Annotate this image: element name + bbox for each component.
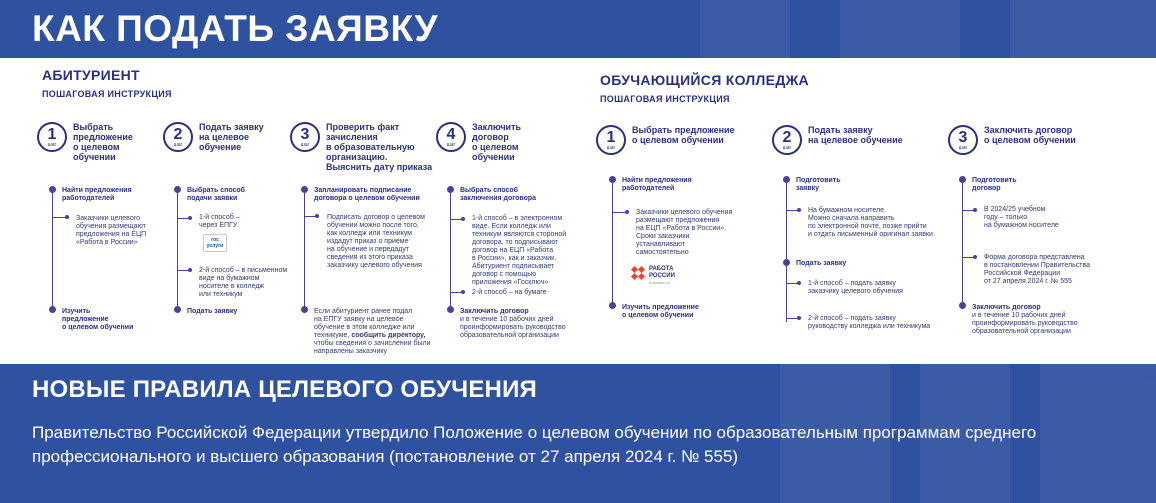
submission-way-1: 1-й способ – через ЕПГУ bbox=[199, 214, 240, 229]
student-step-3-text: Заключить договор о целевом обучении bbox=[984, 125, 1076, 145]
find-offers: Найти предложения работодателей bbox=[62, 187, 132, 202]
branch-dot bbox=[188, 216, 192, 220]
timeline-line bbox=[962, 180, 963, 306]
step-number-badge: 1 шаг bbox=[596, 125, 626, 155]
gosuslugi-logo: гос услуги bbox=[203, 234, 227, 252]
plan-signing: Запланировать подписание договора о целевом обучении bbox=[314, 187, 420, 202]
branch-dot bbox=[973, 208, 977, 212]
student-find-offers: Найти предложения работодателей bbox=[622, 177, 692, 192]
applicant-step-3-text: Проверить факт зачисления в образовательную организацию. Выяснить дату приказа bbox=[326, 122, 433, 172]
contract-paper-note: В 2024/25 учебном году – только на бумажном носителе bbox=[984, 206, 1059, 229]
instruction-panel: АБИТУРИЕНТ ПОШАГОВАЯ ИНСТРУКЦИЯ 1 шаг Выбрать предложение о целевом обучении 2 шаг Подать заявку на целевое обучение 3 шаг Проверить факт зачисления в образовательную организацию. Выяснить дату приказа 4 шаг Заключить договор о целевом обучении Найти предложения работодателей Заказчики целевого обучения размещают предложения на ЕЦП «Работа в России» Изучить предложение о целевом обучении Выбрать способ подачи заявки 1-й способ – через ЕПГУ гос услуги 2-й способ – в письменном виде на бумажном носителе в колледж или техникум Подать заявку Запланировать подписание договора о целевом обучении Подписать договор о целевом обучении можно после того, как колледж или техникум издадут приказ о приеме на обучение и передадут сведения из этого приказа заказчику целевого обучения Если абитуриент ранее подал на ЕПГУ заявку на целевое обучение в этом колледже или техникуме, сообщить директору, чтобы сведения о зачислении были направлены заказчику Выбрать способ заключения договора 1-й способ – в электронном виде. Если колледж или техникум являются стороной договора, то подписывают договор на ЕЦП «Работа в России», как и заказчик. Абитуриент подписывает договор с помощью приложения «Госключ» 2-й способ – на бумаге Заключить договор и в течение 10 рабочих дней проинформировать руководство образовательной организации ОБУЧАЮЩИЙСЯ КОЛЛЕДЖА ПОШАГОВАЯ ИНСТРУКЦИЯ 1 шаг Выбрать предложение о целевом обучении 2 шаг Подать заявку на целевое обучение 3 шаг Заключить договор о целевом обучении Найти предложения работодателей Заказчики целевого обучения размещают предложения на ЕЦП «Работа в России». Сроки заказчики устанавливают самостоятельно РАБОТА РОССИИ trudvsem.ru Изучить предложение о целевом обучении Подготовить заявку На бумажном носителе. Можно сначала направить по электронной почте, позже прийти и отдать письменный оригинал заявки Подать заявку 1-й способ – подать заявку заказчику целевого обучения 2-й способ – подать заявку руководству колледжа или техникума Подготовить договор В 2024/25 учебном году – только на бумажном носителе Форма договора представлена в постановлении Правительства Российской Федерации от 27 апреля 2024 г. № 555 Заключить договор и в течение 10 рабочих дней проинформировать руководство образовательной организации bbox=[0, 58, 1156, 364]
contract-way-2: 2-й способ – на бумаге bbox=[472, 289, 547, 296]
branch-dot bbox=[461, 217, 465, 221]
branch-dot bbox=[797, 316, 801, 320]
paper-application-note: На бумажном носителе. Можно сначала направить по электронной почте, позже прийти и отдать письменный оригинал заявки bbox=[808, 207, 933, 238]
timeline-dot bbox=[49, 306, 56, 313]
step-number-badge: 3 шаг bbox=[948, 125, 978, 155]
student-step-2 bbox=[772, 125, 903, 155]
student-way-2: 2-й способ – подать заявку руководству колледжа или техникума bbox=[808, 315, 931, 330]
branch-line bbox=[612, 212, 626, 213]
director-note: Если абитуриент ранее подал на ЕПГУ заявку на целевое обучение в этом колледже или техникуме, сообщить директору, чтобы сведения о зачислении были направлены заказчику bbox=[314, 308, 431, 355]
step-number-badge: 2 шаг bbox=[772, 125, 802, 155]
branch-dot bbox=[315, 214, 319, 218]
student-step-1-text: Выбрать предложение о целевом обучении bbox=[632, 125, 735, 145]
choose-contract-way: Выбрать способ заключения договора bbox=[460, 187, 537, 202]
timeline-dot bbox=[959, 302, 966, 309]
applicant-step-4 bbox=[436, 122, 521, 162]
choose-submission: Выбрать способ подачи заявки bbox=[187, 187, 245, 202]
student-submit-application: Подать заявку bbox=[796, 260, 847, 267]
rules-description: Правительство Российской Федерации утвердило Положение о целевом обучении по образовательным программам среднего профессионального и высшего образования (постановление от 27 апреля 2024 г. № 555) bbox=[32, 423, 1037, 466]
sign-contract: Заключить договор и в течение 10 рабочих дней проинформировать руководство образовательной организации bbox=[460, 308, 566, 339]
applicant-header bbox=[42, 67, 172, 99]
student-header bbox=[600, 72, 809, 104]
applicant-step-3 bbox=[290, 122, 432, 172]
prepare-contract: Подготовить договор bbox=[972, 177, 1017, 192]
timeline-dot bbox=[959, 176, 966, 183]
rules-title: НОВЫЕ ПРАВИЛА ЦЕЛЕВОГО ОБУЧЕНИЯ bbox=[32, 376, 537, 403]
timeline-line bbox=[304, 190, 305, 310]
branch-dot bbox=[797, 208, 801, 212]
employer-offers-note: Заказчики целевого обучения размещают предложения на ЕЦП «Работа в России» bbox=[76, 215, 147, 246]
rabota-rossii-icon bbox=[632, 267, 646, 281]
step-number-badge: 2 шаг bbox=[163, 122, 193, 152]
applicant-step-2 bbox=[163, 122, 264, 152]
timeline-line bbox=[177, 190, 178, 310]
timeline-dot bbox=[783, 176, 790, 183]
branch-dot bbox=[65, 215, 69, 219]
submit-application: Подать заявку bbox=[187, 308, 238, 315]
timeline-dot bbox=[609, 176, 616, 183]
study-offer: Изучить предложение о целевом обучении bbox=[62, 308, 134, 331]
branch-line bbox=[52, 217, 66, 218]
student-study-offer: Изучить предложение о целевом обучении bbox=[622, 304, 699, 319]
step-number-badge: 3 шаг bbox=[290, 122, 320, 152]
timeline-line bbox=[612, 180, 613, 306]
timeline-dot bbox=[301, 306, 308, 313]
page-title: КАК ПОДАТЬ ЗАЯВКУ bbox=[32, 8, 438, 49]
timeline-dot bbox=[609, 302, 616, 309]
student-step-2-text: Подать заявку на целевое обучение bbox=[808, 125, 903, 145]
submission-way-2: 2-й способ – в письменном виде на бумажном носителе в колледж или техникум bbox=[199, 267, 288, 298]
timeline-line bbox=[786, 180, 787, 322]
signing-note: Подписать договор о целевом обучении можно после того, как колледж или техникум издадут приказ о приеме на обучение и передадут сведения из этого приказа заказчику целевого обучения bbox=[327, 214, 425, 269]
applicant-title: АБИТУРИЕНТ bbox=[42, 67, 140, 83]
applicant-step-4-text: Заключить договор о целевом обучении bbox=[472, 122, 522, 162]
timeline-line bbox=[52, 190, 53, 310]
applicant-subtitle: ПОШАГОВАЯ ИНСТРУКЦИЯ bbox=[42, 89, 172, 99]
student-subtitle: ПОШАГОВАЯ ИНСТРУКЦИЯ bbox=[600, 94, 730, 104]
contract-way-1: 1-й способ – в электронном виде. Если колледж или техникум являются стороной договора, то подписывают договор на ЕЦП «Работа в России», как и заказчик. Абитуриент подписывает договор с помощью приложения «Госключ» bbox=[472, 215, 567, 286]
student-step-1 bbox=[596, 125, 735, 155]
timeline-dot bbox=[301, 186, 308, 193]
branch-dot bbox=[973, 255, 977, 259]
branch-dot bbox=[797, 281, 801, 285]
timeline-dot bbox=[49, 186, 56, 193]
student-way-1: 1-й способ – подать заявку заказчику целевого обучения bbox=[808, 280, 903, 295]
timeline-dot bbox=[174, 306, 181, 313]
applicant-step-1-text: Выбрать предложение о целевом обучении bbox=[73, 122, 133, 162]
contract-form-note: Форма договора представлена в постановлении Правительства Российской Федерации от 27 апреля 2024 г. № 555 bbox=[984, 254, 1090, 285]
applicant-step-2-text: Подать заявку на целевое обучение bbox=[199, 122, 264, 152]
branch-dot bbox=[625, 210, 629, 214]
branch-dot bbox=[188, 268, 192, 272]
timeline-dot bbox=[783, 259, 790, 266]
student-title: ОБУЧАЮЩИЙСЯ КОЛЛЕДЖА bbox=[600, 72, 809, 88]
timeline-dot bbox=[447, 306, 454, 313]
timeline-dot bbox=[447, 186, 454, 193]
timeline-dot bbox=[174, 186, 181, 193]
applicant-step-1 bbox=[37, 122, 133, 162]
branch-dot bbox=[461, 290, 465, 294]
prepare-application: Подготовить заявку bbox=[796, 177, 841, 192]
student-sign-contract: Заключить договор и в течение 10 рабочих дней проинформировать руководство образовательной организации bbox=[972, 304, 1078, 335]
student-step-3 bbox=[948, 125, 1076, 155]
student-offers-note: Заказчики целевого обучения размещают предложения на ЕЦП «Работа в России». Сроки заказчики устанавливают самостоятельно bbox=[636, 209, 733, 256]
step-number-badge: 4 шаг bbox=[436, 122, 466, 152]
step-number-badge: 1 шаг bbox=[37, 122, 67, 152]
